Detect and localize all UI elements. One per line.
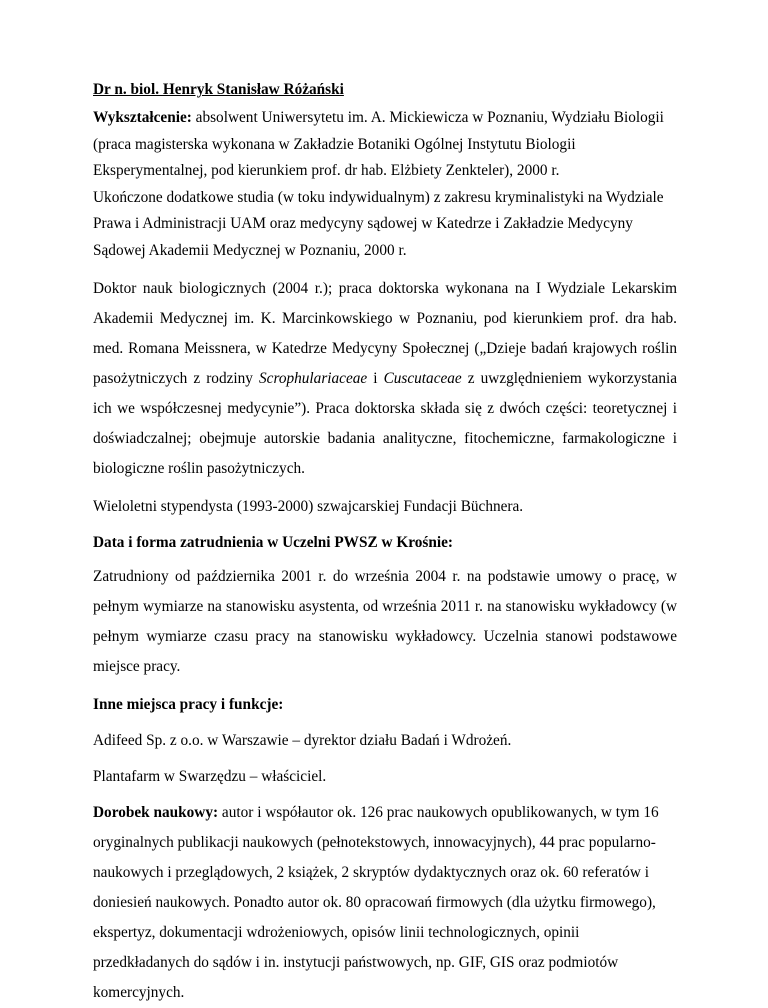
job-plantafarm: Plantafarm w Swarzędzu – właściciel. (93, 768, 327, 785)
page-title: Dr n. biol. Henryk Stanisław Różański (93, 81, 344, 98)
other-jobs-heading: Inne miejsca pracy i funkcje: (93, 696, 284, 713)
job-adifeed: Adifeed Sp. z o.o. w Warszawie – dyrektor działu Badań i Wdrożeń. (93, 732, 512, 749)
doctorate-text-before: Doktor nauk biologicznych (2004 r.); praca doktorska wykonana na I Wydziale Lekarskim Akademii Medycznej im. K. Marcinkowskiego w Poznaniu, pod kierunkiem prof. dra hab. med. Romana Meissnera, w Katedrze Medycyny Społecznej („Dzieje badań krajowych roślin pasożytniczych z rodziny (93, 280, 677, 387)
achievements-text: autor i współautor ok. 126 prac naukowych opublikowanych, w tym 16 oryginalnych publikacji naukowych (pełnotekstowych, innowacyjnych), 44 prac popularno-naukowych i przeglądowych, 2 książek, 2 skryptów dydaktycznych oraz ok. 60 referatów i doniesień naukowych. Ponadto autor ok. 80 opracowań firmowych (dla użytku firmowego), ekspertyz, dokumentacji wdrożeniowych, opisów linii technologicznych, opinii przedkładanych do sądów i in. instytucji państwowych, np. GIF, GIS oraz podmiotów komercyjnych. (93, 804, 659, 1001)
document-page (93, 79, 677, 1008)
family-cuscutaceae: Cuscutaceae (383, 370, 462, 387)
additional-studies-paragraph: Ukończone dodatkowe studia (w toku indywidualnym) z zakresu kryminalistyki na Wydziale Prawa i Administracji UAM oraz medycyny sądowej w Katedrze i Zakładzie Medycyny Sądowej Akademii Medycznej w Poznaniu, 2000 r. (93, 188, 664, 259)
employment-paragraph: Zatrudniony od października 2001 r. do września 2004 r. na podstawie umowy o pracę, w pełnym wymiarze na stanowisku asystenta, od września 2011 r. na stanowisku wykładowcy (w pełnym wymiarze czasu pracy na stanowisku wykładowcy. Uczelnia stanowi podstawowe miejsce pracy. (93, 568, 677, 675)
scholarship-paragraph: Wieloletni stypendysta (1993-2000) szwajcarskiej Fundacji Büchnera. (93, 498, 524, 515)
education-text: absolwent Uniwersytetu im. A. Mickiewicza w Poznaniu, Wydziału Biologii (praca magisterska wykonana w Zakładzie Botaniki Ogólnej Instytutu Biologii Eksperymentalnej, pod kierunkiem prof. dr hab. Elżbiety Zenkteler), 2000 r. (93, 109, 664, 179)
doctorate-text-after: z uwzględnieniem wykorzystania ich we współczesnej medycynie”). Praca doktorska składa się z dwóch części: teoretycznej i doświadczalnej; obejmuje autorskie badania analityczne, fitochemiczne, farmakologiczne i biologiczne roślin pasożytniczych. (93, 370, 678, 477)
family-scrophulariaceae: Scrophulariaceae (259, 370, 368, 387)
achievements-label: Dorobek naukowy: (93, 804, 219, 821)
education-paragraph (93, 105, 677, 185)
achievements-paragraph (93, 798, 677, 1008)
doctorate-paragraph (93, 274, 677, 484)
education-label: Wykształcenie: (93, 109, 192, 126)
doctorate-conjunction: i (367, 370, 384, 387)
employment-heading: Data i forma zatrudnienia w Uczelni PWSZ w Krośnie: (93, 534, 454, 551)
